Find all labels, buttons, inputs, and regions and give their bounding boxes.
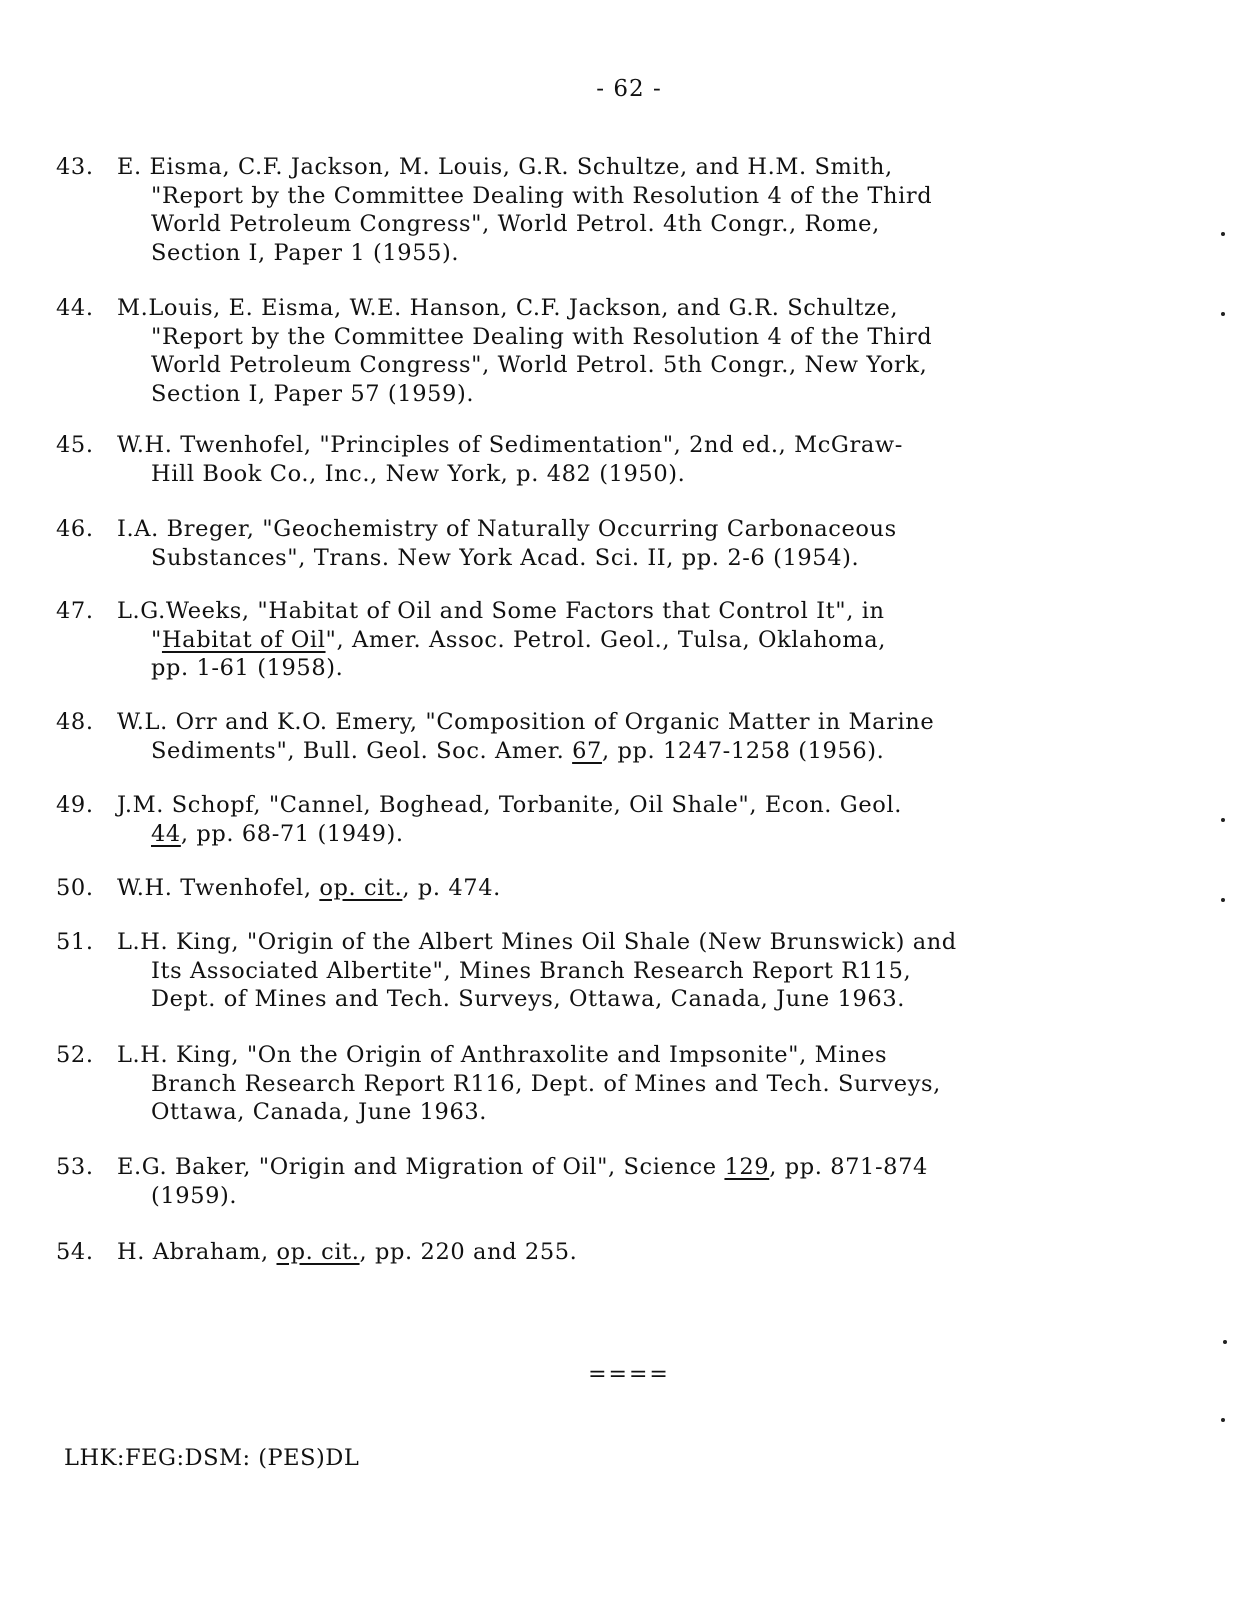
reference-number: 43. xyxy=(56,154,94,180)
reference-number: 46. xyxy=(56,516,94,542)
reference-46 xyxy=(56,515,897,572)
reference-line: Dept. of Mines and Tech. Surveys, Ottawa, Canada, June 1963. xyxy=(151,986,906,1012)
reference-47 xyxy=(56,597,886,683)
reference-number: 44. xyxy=(56,295,94,321)
reference-line: L.H. King, "On the Origin of Anthraxolite and Impsonite", Mines xyxy=(117,1042,888,1068)
reference-number: 49. xyxy=(56,792,94,818)
reference-number: 52. xyxy=(56,1042,94,1068)
scan-speck xyxy=(1221,1418,1225,1422)
reference-line: L.G.Weeks, "Habitat of Oil and Some Factors that Control It", in xyxy=(117,598,885,624)
reference-number: 53. xyxy=(56,1154,94,1180)
reference-line: Section I, Paper 1 (1955). xyxy=(151,239,460,266)
reference-line: 44, pp. 68-71 (1949). xyxy=(151,820,404,847)
reference-line: "Habitat of Oil", Amer. Assoc. Petrol. Geol., Tulsa, Oklahoma, xyxy=(151,626,887,653)
reference-line: E.G. Baker, "Origin and Migration of Oil", Science 129, pp. 871-874 xyxy=(117,1154,928,1180)
scan-speck xyxy=(1223,1340,1227,1344)
section-separator: ==== xyxy=(588,1362,670,1387)
reference-52 xyxy=(56,1041,941,1127)
reference-line: World Petroleum Congress", World Petrol. 4th Congr., Rome, xyxy=(151,211,880,237)
scan-speck xyxy=(1221,232,1225,236)
page-number: - 62 - xyxy=(596,76,662,102)
reference-line: Ottawa, Canada, June 1963. xyxy=(151,1099,488,1125)
reference-line: H. Abraham, op. cit., pp. 220 and 255. xyxy=(117,1239,578,1265)
reference-45 xyxy=(56,431,903,488)
reference-line: "Report by the Committee Dealing with Resolution 4 of the Third xyxy=(151,182,933,209)
reference-53 xyxy=(56,1153,928,1210)
scan-speck xyxy=(1221,818,1225,822)
scan-speck xyxy=(1221,312,1225,316)
reference-50 xyxy=(56,874,501,903)
reference-number: 48. xyxy=(56,709,94,735)
reference-line: M.Louis, E. Eisma, W.E. Hanson, C.F. Jackson, and G.R. Schultze, xyxy=(117,295,899,321)
reference-line: Hill Book Co., Inc., New York, p. 482 (1950). xyxy=(151,460,686,487)
reference-line: W.L. Orr and K.O. Emery, "Composition of Organic Matter in Marine xyxy=(117,709,935,735)
reference-line: pp. 1-61 (1958). xyxy=(151,655,344,681)
reference-43 xyxy=(56,153,932,267)
reference-number: 47. xyxy=(56,598,94,624)
reference-line: Its Associated Albertite", Mines Branch Research Report R115, xyxy=(151,957,912,984)
reference-49 xyxy=(56,791,902,848)
reference-line: Section I, Paper 57 (1959). xyxy=(151,380,475,407)
reference-line: Substances", Trans. New York Acad. Sci. II, pp. 2-6 (1954). xyxy=(151,544,860,571)
reference-number: 54. xyxy=(56,1239,94,1265)
reference-51 xyxy=(56,928,957,1014)
reference-number: 45. xyxy=(56,432,94,458)
reference-line: Sediments", Bull. Geol. Soc. Amer. 67, pp. 1247-1258 (1956). xyxy=(151,737,885,764)
reference-line: J.M. Schopf, "Cannel, Boghead, Torbanite, Oil Shale", Econ. Geol. xyxy=(117,792,902,818)
reference-line: (1959). xyxy=(151,1182,238,1209)
reference-number: 51. xyxy=(56,929,94,955)
reference-48 xyxy=(56,708,934,765)
typist-initials: LHK:FEG:DSM: (PES)DL xyxy=(64,1445,360,1471)
reference-line: E. Eisma, C.F. Jackson, M. Louis, G.R. Schultze, and H.M. Smith, xyxy=(117,154,893,180)
reference-line: W.H. Twenhofel, "Principles of Sedimentation", 2nd ed., McGraw- xyxy=(117,432,903,458)
reference-line: "Report by the Committee Dealing with Resolution 4 of the Third xyxy=(151,323,933,350)
reference-line: I.A. Breger, "Geochemistry of Naturally Occurring Carbonaceous xyxy=(117,516,897,542)
reference-number: 50. xyxy=(56,875,94,901)
reference-line: W.H. Twenhofel, op. cit., p. 474. xyxy=(117,875,501,901)
reference-54 xyxy=(56,1238,577,1267)
reference-line: Branch Research Report R116, Dept. of Mines and Tech. Surveys, xyxy=(151,1070,941,1097)
reference-44 xyxy=(56,294,932,408)
reference-line: L.H. King, "Origin of the Albert Mines Oil Shale (New Brunswick) and xyxy=(117,929,957,955)
scan-speck xyxy=(1221,898,1225,902)
reference-line: World Petroleum Congress", World Petrol. 5th Congr., New York, xyxy=(151,352,928,378)
